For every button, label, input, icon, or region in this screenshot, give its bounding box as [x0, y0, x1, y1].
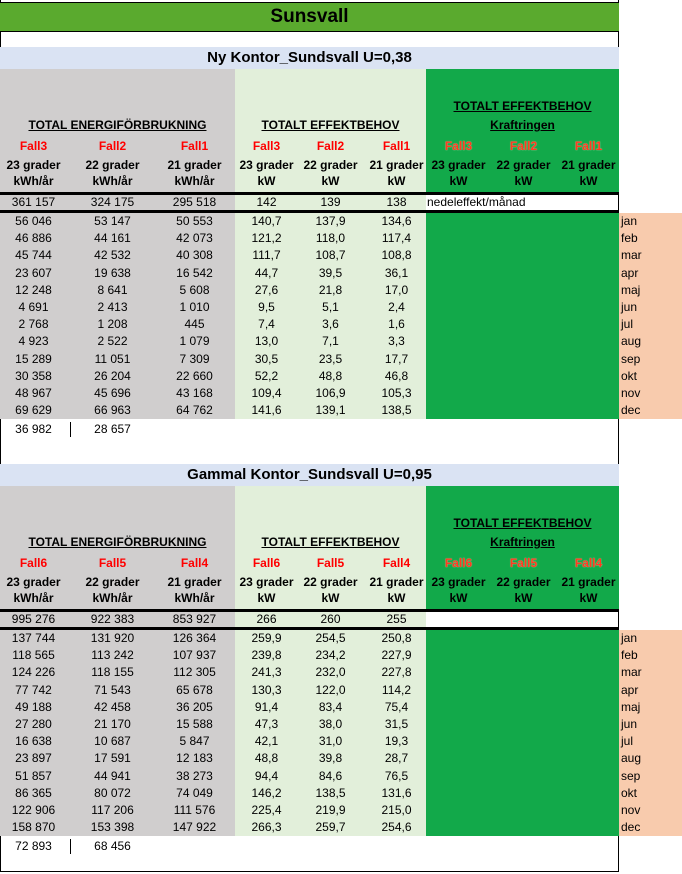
unit-label: kWh/år — [174, 174, 215, 188]
month-label: okt — [621, 785, 638, 800]
monthly-value: 130,3 — [251, 682, 282, 697]
month-label: aug — [621, 334, 642, 349]
month-label: feb — [621, 231, 638, 246]
fall-label: Fall2 — [509, 139, 538, 153]
unit-label: kW — [321, 591, 340, 605]
degree-label: 23 grader — [431, 575, 486, 589]
monthly-value: 124 226 — [11, 665, 56, 680]
fall-label: Fall4 — [180, 556, 209, 570]
fall-label: Fall6 — [252, 556, 281, 570]
monthly-value: 83,4 — [318, 699, 343, 714]
unit-label: kW — [257, 174, 276, 188]
month-label: jun — [621, 717, 638, 731]
unit-label: kW — [449, 591, 468, 605]
monthly-value: 42,1 — [254, 734, 279, 749]
monthly-value: 91,4 — [254, 699, 279, 714]
footer-divider — [70, 422, 71, 437]
monthly-value: 15 289 — [15, 351, 52, 366]
degree-label: 22 grader — [85, 575, 140, 589]
unit-label: kW — [449, 174, 468, 188]
monthly-value: 134,6 — [381, 214, 412, 228]
monthly-value: 108,7 — [315, 248, 346, 263]
monthly-value: 36 205 — [176, 699, 213, 714]
monthly-value: 445 — [184, 317, 205, 332]
monthly-value: 146,2 — [251, 785, 282, 800]
footer-value: 28 657 — [94, 422, 131, 437]
section-subtitle: Ny Kontor_Sundsvall U=0,38 — [0, 47, 619, 69]
monthly-value: 8 641 — [97, 282, 128, 297]
monthly-value: 131 920 — [90, 631, 135, 645]
monthly-value: 225,4 — [251, 803, 282, 817]
fall-label: Fall3 — [19, 139, 48, 153]
sheet-title: Sunsvall — [0, 2, 619, 32]
monthly-value: 114,2 — [381, 682, 412, 697]
fall-label: Fall2 — [98, 139, 127, 153]
month-label: maj — [621, 282, 641, 297]
monthly-value: 76,5 — [384, 768, 409, 783]
monthly-value: 3,6 — [322, 317, 339, 332]
monthly-value: 259,9 — [251, 631, 282, 645]
degree-label: 22 grader — [303, 158, 358, 172]
monthly-value: 48,8 — [254, 751, 279, 766]
degree-label: 23 grader — [431, 158, 486, 172]
month-label: mar — [621, 248, 642, 263]
total-power-value: 139 — [320, 195, 341, 209]
monthly-value: 107 937 — [172, 648, 217, 663]
monthly-value: 227,8 — [381, 665, 412, 680]
monthly-value: 112 305 — [173, 665, 216, 680]
monthly-value: 56 046 — [15, 214, 52, 228]
fall-label: Fall3 — [444, 139, 473, 153]
monthly-value: 137,9 — [315, 214, 346, 228]
monthly-value: 48,8 — [318, 368, 343, 383]
unit-label: kWh/år — [174, 591, 215, 605]
monthly-value: 5 608 — [179, 282, 210, 297]
monthly-value: 45 696 — [94, 386, 131, 400]
total-energy-value: 922 383 — [90, 612, 135, 626]
total-power-value: 260 — [320, 612, 341, 626]
fall-label: Fall2 — [316, 139, 345, 153]
fall-label: Fall6 — [444, 556, 473, 570]
monthly-value: 23,5 — [318, 351, 343, 366]
degree-label: 21 grader — [561, 158, 616, 172]
degree-label: 23 grader — [239, 158, 294, 172]
month-label: jun — [621, 300, 638, 314]
monthly-value: 109,4 — [251, 386, 282, 400]
monthly-value: 43 168 — [176, 386, 213, 400]
monthly-value: 31,5 — [384, 717, 409, 731]
monthly-value: 45 744 — [15, 248, 52, 263]
monthly-value: 147 922 — [172, 820, 217, 835]
monthly-value: 21 170 — [94, 717, 131, 731]
monthly-value: 39,5 — [318, 265, 343, 280]
unit-label: kWh/år — [92, 591, 133, 605]
month-label: sep — [621, 351, 641, 366]
monthly-value: 2,4 — [388, 300, 405, 314]
monthly-value: 31,0 — [318, 734, 343, 749]
monthly-value: 16 542 — [176, 265, 213, 280]
monthly-value: 2 413 — [97, 300, 128, 314]
monthly-value: 23 607 — [15, 265, 52, 280]
monthly-value: 80 072 — [94, 785, 131, 800]
total-power-value: 138 — [386, 195, 407, 209]
monthly-value: 9,5 — [258, 300, 275, 314]
monthly-value: 118,0 — [315, 231, 346, 246]
fall-label: Fall1 — [180, 139, 209, 153]
monthly-value: 28,7 — [384, 751, 409, 766]
fall-label: Fall5 — [316, 556, 345, 570]
degree-label: 22 grader — [496, 158, 551, 172]
monthly-value: 74 049 — [176, 785, 213, 800]
monthly-value: 126 364 — [172, 631, 217, 645]
monthly-value: 117,4 — [381, 231, 412, 246]
monthly-value: 53 147 — [94, 214, 131, 228]
month-label: nov — [621, 803, 641, 817]
monthly-value: 139,1 — [315, 403, 346, 418]
monthly-value: 39,8 — [318, 751, 343, 766]
monthly-value: 40 308 — [176, 248, 213, 263]
monthly-value: 19,3 — [384, 734, 409, 749]
monthly-value: 27,6 — [254, 282, 279, 297]
monthly-value: 4 923 — [18, 334, 49, 349]
monthly-value: 239,8 — [251, 648, 282, 663]
degree-label: 21 grader — [167, 158, 222, 172]
monthly-value: 138,5 — [315, 785, 346, 800]
month-label: jul — [621, 734, 634, 749]
monthly-value: 234,2 — [315, 648, 346, 663]
monthly-value: 5,1 — [322, 300, 339, 314]
kraft-heading-line1: TOTALT EFFEKTBEHOV — [453, 99, 592, 113]
monthly-value: 26 204 — [94, 368, 131, 383]
monthly-value: 46,8 — [384, 368, 409, 383]
monthly-value: 86 365 — [15, 785, 52, 800]
monthly-value: 21,8 — [318, 282, 343, 297]
degree-label: 23 grader — [239, 575, 294, 589]
monthly-value: 122 906 — [11, 803, 56, 817]
monthly-value: 71 543 — [94, 682, 131, 697]
monthly-value: 42 532 — [94, 248, 131, 263]
unit-label: kW — [514, 591, 533, 605]
monthly-value: 22 660 — [176, 368, 213, 383]
total-energy-value: 295 518 — [172, 195, 217, 209]
monthly-value: 19 638 — [94, 265, 131, 280]
monthly-value: 13,0 — [254, 334, 279, 349]
degree-label: 22 grader — [303, 575, 358, 589]
degree-label: 21 grader — [369, 158, 424, 172]
monthly-value: 118 565 — [12, 648, 55, 663]
monthly-value: 1,6 — [388, 317, 405, 332]
unit-label: kWh/år — [13, 174, 54, 188]
monthly-value: 141,6 — [251, 403, 282, 418]
monthly-value: 50 553 — [176, 214, 213, 228]
monthly-value: 66 963 — [94, 403, 131, 418]
total-energy-value: 853 927 — [172, 612, 217, 626]
monthly-value: 153 398 — [90, 820, 135, 835]
footer-value: 68 456 — [94, 839, 131, 854]
monthly-value: 36,1 — [384, 265, 409, 280]
month-label: jan — [621, 631, 638, 645]
monthly-value: 137 744 — [11, 631, 56, 645]
degree-label: 23 grader — [6, 158, 61, 172]
fall-label: Fall1 — [574, 139, 603, 153]
fall-label: Fall5 — [509, 556, 538, 570]
month-label: nov — [621, 386, 641, 400]
month-label: dec — [621, 403, 641, 418]
monthly-value: 12 248 — [15, 282, 52, 297]
energy-heading: TOTAL ENERGIFÖRBRUKNING — [28, 535, 207, 549]
total-power-value: 266 — [256, 612, 277, 626]
monthly-value: 44,7 — [254, 265, 279, 280]
fall-label: Fall4 — [382, 556, 411, 570]
monthly-value: 1 208 — [97, 317, 128, 332]
effekt-heading: TOTALT EFFEKTBEHOV — [261, 535, 400, 549]
monthly-value: 227,9 — [381, 648, 412, 663]
monthly-value: 131,6 — [381, 785, 412, 800]
kraft-note: nedeleffekt/månad — [427, 195, 526, 209]
fall-label: Fall1 — [382, 139, 411, 153]
unit-label: kW — [579, 174, 598, 188]
month-label: dec — [621, 820, 641, 835]
month-label: mar — [621, 665, 642, 680]
monthly-value: 108,8 — [381, 248, 412, 263]
monthly-value: 30,5 — [254, 351, 279, 366]
month-label: feb — [621, 648, 638, 663]
kraft-heading-line1: TOTALT EFFEKTBEHOV — [453, 516, 592, 530]
monthly-value: 27 280 — [15, 717, 52, 731]
effekt-heading: TOTALT EFFEKTBEHOV — [261, 118, 400, 132]
monthly-value: 121,2 — [251, 231, 282, 246]
monthly-kraft-band — [426, 630, 619, 836]
monthly-value: 259,7 — [315, 820, 346, 835]
month-label: apr — [621, 265, 639, 280]
monthly-value: 17,7 — [384, 351, 409, 366]
footer-divider — [70, 839, 71, 854]
unit-label: kW — [514, 174, 533, 188]
monthly-value: 12 183 — [176, 751, 213, 766]
monthly-value: 138,5 — [381, 403, 412, 418]
monthly-value: 241,3 — [251, 665, 282, 680]
monthly-value: 11 051 — [94, 351, 131, 366]
month-label: apr — [621, 682, 639, 697]
month-label: jul — [621, 317, 634, 332]
monthly-value: 49 188 — [15, 699, 52, 714]
kraft-heading-line2: Kraftringen — [490, 535, 555, 549]
footer-value: 72 893 — [15, 839, 52, 854]
monthly-value: 44 161 — [94, 231, 131, 246]
fall-label: Fall6 — [19, 556, 48, 570]
month-label: sep — [621, 768, 641, 783]
monthly-value: 23 897 — [15, 751, 52, 766]
degree-label: 21 grader — [167, 575, 222, 589]
energy-heading: TOTAL ENERGIFÖRBRUKNING — [28, 118, 207, 132]
monthly-value: 17,0 — [384, 282, 409, 297]
monthly-value: 42 073 — [176, 231, 213, 246]
monthly-value: 64 762 — [176, 403, 213, 418]
unit-label: kW — [579, 591, 598, 605]
monthly-value: 113 242 — [91, 648, 134, 663]
monthly-value: 75,4 — [384, 699, 409, 714]
monthly-kraft-band — [426, 213, 619, 419]
unit-label: kW — [257, 591, 276, 605]
monthly-value: 51 857 — [15, 768, 52, 783]
monthly-value: 69 629 — [15, 403, 52, 418]
unit-label: kWh/år — [13, 591, 54, 605]
monthly-value: 7 309 — [179, 351, 210, 366]
monthly-value: 2 522 — [97, 334, 128, 349]
monthly-value: 111,7 — [252, 248, 281, 263]
monthly-value: 15 588 — [176, 717, 213, 731]
monthly-value: 3,3 — [388, 334, 405, 349]
monthly-value: 266,3 — [251, 820, 282, 835]
monthly-value: 77 742 — [15, 682, 52, 697]
fall-label: Fall5 — [98, 556, 127, 570]
unit-label: kW — [387, 591, 406, 605]
monthly-value: 140,7 — [251, 214, 282, 228]
monthly-value: 38 273 — [176, 768, 213, 783]
monthly-value: 2 768 — [18, 317, 49, 332]
total-power-value: 255 — [386, 612, 407, 626]
monthly-value: 106,9 — [315, 386, 346, 400]
monthly-value: 17 591 — [94, 751, 131, 766]
kraft-heading-line2: Kraftringen — [490, 118, 555, 132]
monthly-value: 118 155 — [91, 665, 134, 680]
month-label: aug — [621, 751, 642, 766]
degree-label: 21 grader — [369, 575, 424, 589]
monthly-value: 254,5 — [315, 631, 346, 645]
monthly-value: 4 691 — [18, 300, 49, 314]
month-label: maj — [621, 699, 641, 714]
monthly-value: 5 847 — [179, 734, 210, 749]
monthly-value: 7,4 — [258, 317, 275, 332]
monthly-value: 232,0 — [315, 665, 346, 680]
monthly-value: 1 079 — [179, 334, 210, 349]
unit-label: kW — [387, 174, 406, 188]
monthly-value: 94,4 — [254, 768, 279, 783]
degree-label: 21 grader — [561, 575, 616, 589]
monthly-value: 44 941 — [94, 768, 131, 783]
monthly-value: 42 458 — [94, 699, 131, 714]
monthly-value: 7,1 — [322, 334, 339, 349]
month-label: jan — [621, 214, 638, 228]
month-label: okt — [621, 368, 638, 383]
monthly-value: 16 638 — [15, 734, 52, 749]
monthly-value: 105,3 — [381, 386, 412, 400]
unit-label: kWh/år — [92, 174, 133, 188]
fall-label: Fall3 — [252, 139, 281, 153]
total-energy-value: 995 276 — [11, 612, 56, 626]
monthly-value: 65 678 — [176, 682, 213, 697]
monthly-value: 46 886 — [15, 231, 52, 246]
total-energy-value: 361 157 — [11, 195, 56, 209]
total-power-value: 142 — [256, 195, 277, 209]
monthly-value: 219,9 — [315, 803, 346, 817]
monthly-value: 215,0 — [381, 803, 412, 817]
monthly-value: 84,6 — [318, 768, 343, 783]
unit-label: kW — [321, 174, 340, 188]
degree-label: 22 grader — [496, 575, 551, 589]
monthly-value: 250,8 — [381, 631, 412, 645]
monthly-value: 254,6 — [381, 820, 412, 835]
monthly-value: 111 576 — [173, 803, 216, 817]
monthly-value: 52,2 — [254, 368, 279, 383]
footer-value: 36 982 — [15, 422, 52, 437]
degree-label: 23 grader — [6, 575, 61, 589]
monthly-value: 122,0 — [315, 682, 346, 697]
section-subtitle: Gammal Kontor_Sundsvall U=0,95 — [0, 464, 619, 486]
monthly-value: 10 687 — [94, 734, 131, 749]
monthly-value: 48 967 — [15, 386, 52, 400]
total-energy-value: 324 175 — [90, 195, 135, 209]
degree-label: 22 grader — [85, 158, 140, 172]
monthly-value: 117 206 — [91, 803, 134, 817]
monthly-value: 1 010 — [179, 300, 210, 314]
fall-label: Fall4 — [574, 556, 603, 570]
monthly-value: 158 870 — [11, 820, 56, 835]
monthly-value: 38,0 — [318, 717, 343, 731]
monthly-value: 47,3 — [254, 717, 279, 731]
monthly-value: 30 358 — [15, 368, 52, 383]
